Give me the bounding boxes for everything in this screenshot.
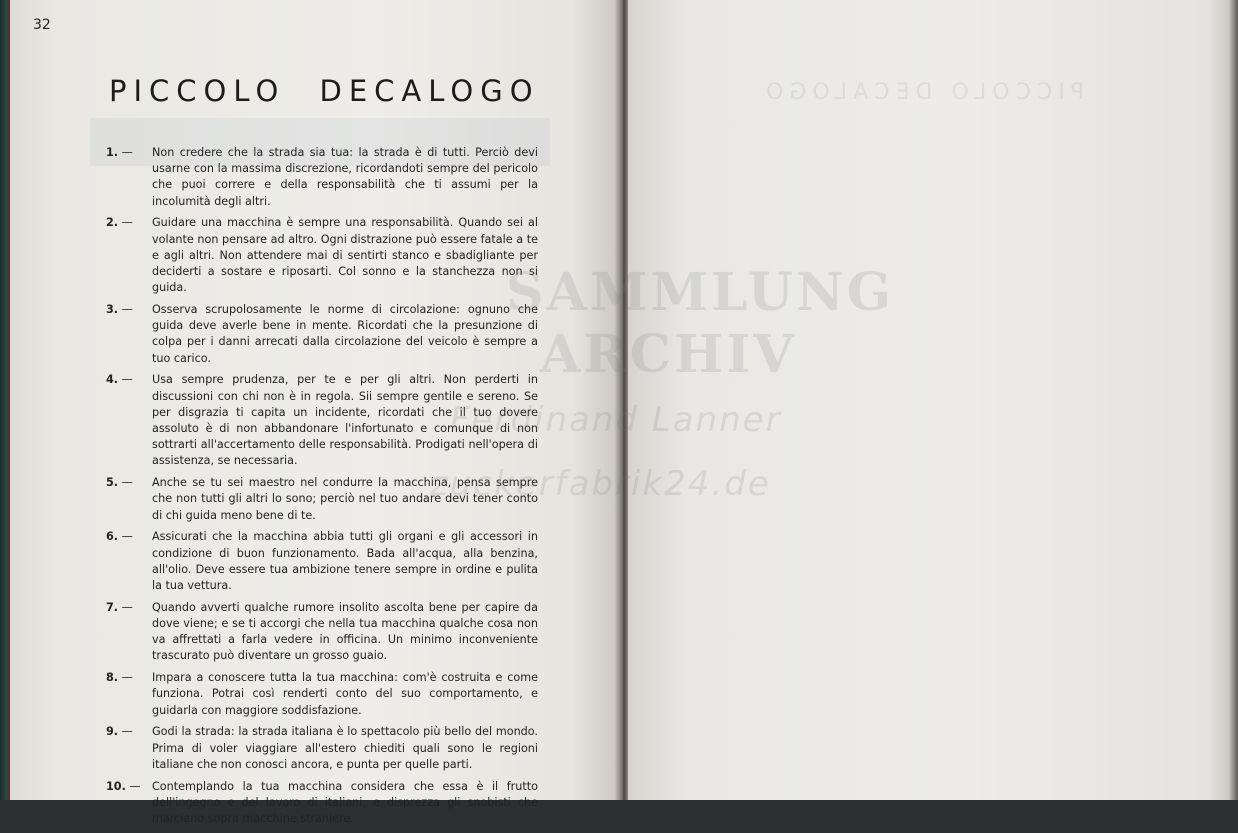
show-through-title: PICCOLO DECALOGO xyxy=(760,80,1084,105)
item-number: 3. xyxy=(106,303,119,317)
book-edge-right xyxy=(1228,0,1238,800)
item-text: Non credere che la strada sia tua: la strada è di tutti. Perciò devi usarne con la massima discrezione, ricordandoti sempre del pericolo che puoi correre e della responsabilità che ti assumi per la incolumità degli altri. xyxy=(152,146,538,208)
item-text: Impara a conoscere tutta la tua macchina: com'è costruita e come funziona. Potrai così renderti conto del suo comportamento, e guidarla con maggiore soddisfazione. xyxy=(152,671,538,717)
item-text: Quando avverti qualche rumore insolito ascolta bene per capire da dove viene; e se ti accorgi che nella tua macchina qualche cosa non va affrettati a farla vedere in officina. Un minimo inconveniente trascurato può diventare un grosso guaio. xyxy=(152,600,538,663)
item-text: Assicurati che la macchina abbia tutti gli organi e gli accessori in condizione di buon funzionamento. Bada all'acqua, alla benzina, all'olio. Deve essere tua ambizione tenere sempre in ordine e pulita la tua vettura. xyxy=(152,530,538,593)
item-number: 2. xyxy=(106,216,119,230)
page-title: PICCOLO DECALOGO xyxy=(109,74,540,108)
item-number: 1. xyxy=(106,146,119,159)
item-number: 8. xyxy=(106,671,119,685)
item-number: 6. xyxy=(106,530,119,544)
list-item: 2. — Guidare una macchina è sempre una responsabilità. Quando sei al volante non pensare ad altro. Ogni distrazione può essere fatale a te e agli altri. Non attendere mai di sentirti stanco e sbadigliante per deciderti a sostare e riposarti. Col sonno e la stanchezza non si guida. xyxy=(106,215,538,296)
item-number: 5. xyxy=(106,476,119,490)
right-page xyxy=(628,0,1232,800)
item-text: Contemplando la tua macchina considera che essa è il frutto dell'ingegno e del lavoro di italiani, e disprezza gli snobisti che marciano sopra macchine straniere. xyxy=(152,779,538,826)
item-text: Usa sempre prudenza, per te e per gli altri. Non perderti in discussioni con chi non è in regola. Sii sempre gentile e sereno. Se per disgrazia ti capita un incidente, ricordati che il tuo dovere assoluto è di non abbandonare l'infortunato e comunque di non sottrarti all'accertamento delle responsabilità. Prodigati nell'opera di assistenza, se necessaria. xyxy=(152,373,538,468)
list-item: 1. — Non credere che la strada sia tua: la strada è di tutti. Perciò devi usarne con la massima discrezione, ricordandoti sempre del pericolo che puoi correre e della responsabilità che ti assumi per la incolumità degli altri. xyxy=(106,145,538,210)
list-item: 9. — Godi la strada: la strada italiana è lo spettacolo più bello del mondo. Prima di voler viaggiare all'estero chiediti quali sono le regioni italiane che non conosci ancora, e punta per quelle parti. xyxy=(106,724,538,773)
list-item: 8. — Impara a conoscere tutta la tua macchina: com'è costruita e come funziona. Potrai così renderti conto del suo comportamento, e guidarla con maggiore soddisfazione. xyxy=(106,670,538,719)
item-number: 7. xyxy=(106,600,119,614)
item-number: 4. xyxy=(106,373,119,387)
item-number: 10. xyxy=(106,779,126,793)
item-number: 9. xyxy=(106,725,119,739)
list-item: 6. — Assicurati che la macchina abbia tutti gli organi e gli accessori in condizione di buon funzionamento. Bada all'acqua, alla benzina, all'olio. Deve essere tua ambizione tenere sempre in ordine e pulita la tua vettura. xyxy=(106,529,538,594)
decalogue-list xyxy=(106,145,538,833)
item-text: Godi la strada: la strada italiana è lo spettacolo più bello del mondo. Prima di voler viaggiare all'estero chiediti quali sono le regioni italiane che non conosci ancora, e punta per quelle parti. xyxy=(152,725,538,771)
list-item: 3. — Osserva scrupolosamente le norme di circolazione: ognuno che guida deve averle bene in mente. Ricordati che la presunzione di colpa per i danni arrecati dalla circolazione del veicolo è sempre a tuo carico. xyxy=(106,302,538,367)
list-item: 5. — Anche se tu sei maestro nel condurre la macchina, pensa sempre che non tutti gli altri lo sono; perciò nel tuo andare devi tener conto di chi guida meno bene di te. xyxy=(106,475,538,524)
list-item: 7. — Quando avverti qualche rumore insolito ascolta bene per capire da dove viene; e se ti accorgi che nella tua macchina qualche cosa non va affrettati a farla vedere in officina. Un minimo inconveniente trascurato può diventare un grosso guaio. xyxy=(106,600,538,665)
item-text: Guidare una macchina è sempre una responsabilità. Quando sei al volante non pensare ad altro. Ogni distrazione può essere fatale a te e agli altri. Non attendere mai di sentirti stanco e sbadigliante per deciderti a sostare e riposarti. Col sonno e la stanchezza non si guida. xyxy=(152,216,538,295)
item-text: Anche se tu sei maestro nel condurre la macchina, pensa sempre che non tutti gli altri lo sono; perciò nel tuo andare devi tener conto di chi guida meno bene di te. xyxy=(152,476,538,522)
list-item: 10. — Contemplando la tua macchina considera che essa è il frutto dell'ingegno e del lavoro di italiani, e disprezza gli snobisti che marciano sopra macchine straniere. xyxy=(106,779,538,828)
item-text: Osserva scrupolosamente le norme di circolazione: ognuno che guida deve averle bene in mente. Ricordati che la presunzione di colpa per i danni arrecati dalla circolazione del veicolo è sempre a tuo carico. xyxy=(152,303,538,365)
page-number: 32 xyxy=(33,17,51,33)
list-item: 4. — Usa sempre prudenza, per te e per gli altri. Non perderti in discussioni con chi non è in regola. Sii sempre gentile e sereno. Se per disgrazia ti capita un incidente, ricordati che il tuo dovere assoluto è di non abbandonare l'infortunato e comunque di non sottrarti all'accertamento delle responsabilità. Prodigati nell'opera di assistenza, se necessaria. xyxy=(106,372,538,469)
